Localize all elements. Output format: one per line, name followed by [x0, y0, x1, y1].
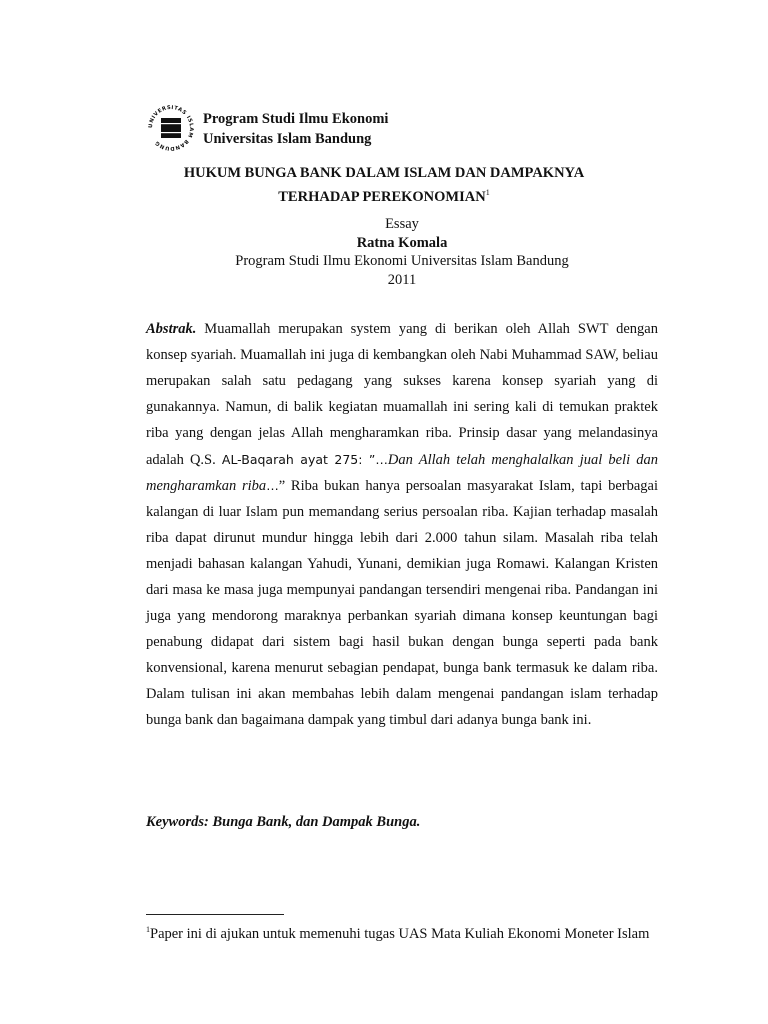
- title-line-2: [0, 183, 768, 207]
- svg-text:UNIVERSITAS ISLAM BANDUNG: UNIVERSITAS ISLAM BANDUNG: [147, 104, 195, 152]
- abstract-label: Abstrak.: [146, 321, 197, 337]
- quran-quote: Dan Allah telah menghalalkan jual beli dan mengharamkan riba: [146, 451, 658, 495]
- abstract-paragraph: [146, 317, 658, 734]
- footnote-text: Paper ini di ajukan untuk memenuhi tugas UAS Mata Kuliah Ekonomi Moneter Islam: [150, 926, 650, 942]
- title-line-1: HUKUM BUNGA BANK DALAM ISLAM DAN DAMPAKNYA: [183, 165, 585, 181]
- publication-year: 2011: [387, 271, 417, 288]
- footnote: [146, 920, 666, 944]
- university-logo: [147, 104, 195, 152]
- keywords-line: Keywords: Bunga Bank, dan Dampak Bunga.: [146, 814, 421, 830]
- document-meta: [0, 215, 768, 289]
- footnote-number: 1: [146, 925, 150, 934]
- document-type: Essay: [385, 216, 419, 232]
- footnote-divider: [146, 914, 284, 915]
- abstract-text-2: ” Riba bukan hanya persoalan masyarakat Islam, tapi berbagai kalangan di luar Islam pun memandang serius persoalan riba. Kajian terhadap masalah riba dapat dirunut mundur hingga lebih dari 2.000 tahun silam. Masalah riba telah menjadi bahasan kalangan Yahudi, Yunani, demikian juga Romawi. Kalangan Kristen dari masa ke masa juga mempunyai pandangan tersendiri mengenai riba. Pandangan ini juga yang mendorong maraknya perbankan syariah dimana konsep keuntungan bagi penabung didapat dari sistem bagi hasil bukan dengan bunga seperti pada bank konvensional, karena menurut sebagian pendapat, bunga bank termasuk ke dalam riba. Dalam tulisan ini akan membahas lebih dalam mengenai pandangan islam terhadap bunga bank dan bagaimana dampak yang timbul dari adanya bunga bank ini.: [146, 478, 658, 728]
- university-name: Universitas Islam Bandung: [203, 131, 372, 147]
- institution-name: [203, 109, 388, 149]
- document-title: [0, 163, 768, 207]
- title-footnote-ref: 1: [485, 188, 490, 197]
- author-name: Ratna Komala: [356, 234, 448, 251]
- abstract-text-1: Muamallah merupakan system yang di berikan oleh Allah SWT dengan konsep syariah. Muamallah ini juga di kembangkan oleh Nabi Muhammad SAW, beliau merupakan salah satu pedagang yang sukses karena konsep syariah yang di gunakannya. Namun, di balik kegiatan muamallah ini sering kali di temukan praktek riba yang dengan jelas Allah mengharamkan riba. Prinsip dasar yang melandasinya adalah Q.S.: [146, 321, 658, 468]
- surah-reference: AL-Baqarah ayat 275: ”…: [221, 451, 388, 467]
- title-line-2-text: TERHADAP PEREKONOMIAN: [278, 189, 486, 205]
- quote-ellipsis: …: [266, 478, 279, 494]
- program-name: Program Studi Ilmu Ekonomi: [203, 111, 389, 127]
- author-affiliation: Program Studi Ilmu Ekonomi Universitas Islam Bandung: [235, 253, 569, 269]
